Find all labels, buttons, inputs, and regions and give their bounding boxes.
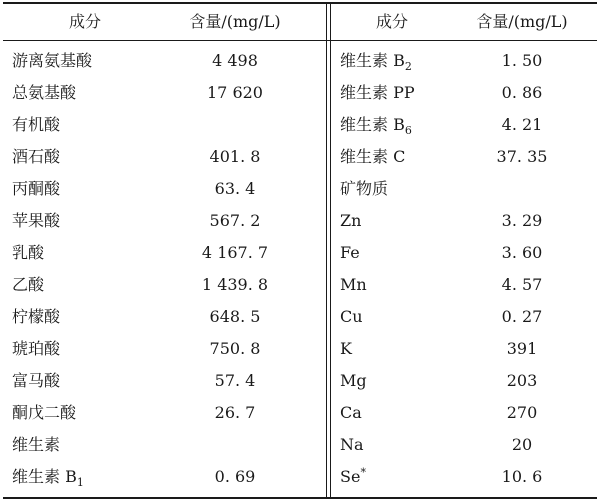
component-name-right: Zn xyxy=(340,211,362,230)
component-name-left: 总氨基酸 xyxy=(12,83,77,102)
component-name-right: Mg xyxy=(340,371,367,390)
component-name-left: 琥珀酸 xyxy=(12,339,61,358)
content-value-right: 203 xyxy=(506,371,538,390)
content-value-left: 401. 8 xyxy=(209,147,261,166)
component-name-right: 维生素 $B_2$ xyxy=(340,51,412,73)
component-name-right: K xyxy=(340,339,352,358)
content-value-left: 4 167. 7 xyxy=(201,243,269,262)
component-name-right: Mn xyxy=(340,275,367,294)
component-name-right: Cu xyxy=(340,307,363,326)
content-value-right: 4. 57 xyxy=(501,275,543,294)
header-component-left: 成分 xyxy=(68,12,101,31)
content-value-left: 567. 2 xyxy=(209,211,261,230)
content-value-right: 3. 29 xyxy=(501,211,543,230)
component-name-left: 乙酸 xyxy=(12,275,45,294)
content-value-left: 648. 5 xyxy=(209,307,261,326)
content-value-left: 750. 8 xyxy=(209,339,261,358)
content-value-left: 26. 7 xyxy=(214,403,256,422)
table-top-rule xyxy=(3,2,597,4)
component-name-left: 游离氨基酸 xyxy=(12,51,93,70)
component-name-left: 有机酸 xyxy=(12,115,61,134)
component-name-right: 维生素 PP xyxy=(340,83,415,102)
component-name-right: Ca xyxy=(340,403,362,422)
content-value-left: 4 498 xyxy=(212,51,258,70)
content-value-right xyxy=(456,173,588,205)
table-bottom-rule xyxy=(3,497,597,499)
content-value-right: 10. 6 xyxy=(501,467,543,486)
content-value-right: 1. 50 xyxy=(501,51,543,70)
content-value-right: 3. 60 xyxy=(501,243,543,262)
header-content-left: 含量/(mg/L) xyxy=(189,12,281,31)
component-name-right: Na xyxy=(340,435,364,454)
component-name-left: 维生素 $B_1$ xyxy=(12,467,84,489)
column-divider xyxy=(330,3,331,498)
component-name-left: 酒石酸 xyxy=(12,147,61,166)
component-name-left: 富马酸 xyxy=(12,371,61,390)
component-name-right: Fe xyxy=(340,243,360,262)
content-value-left: 63. 4 xyxy=(214,179,256,198)
component-name-left: 乳酸 xyxy=(12,243,45,262)
component-name-right: 矿物质 xyxy=(340,179,389,198)
content-value-left: 17 620 xyxy=(207,83,263,102)
content-value-left xyxy=(170,429,300,461)
table-header-rule xyxy=(3,40,597,41)
component-name-left: 丙酮酸 xyxy=(12,179,61,198)
component-name-left: 柠檬酸 xyxy=(12,307,61,326)
component-name-left: 维生素 xyxy=(12,435,61,454)
component-name-left: 苹果酸 xyxy=(12,211,61,230)
content-value-right: 37. 35 xyxy=(496,147,548,166)
column-divider xyxy=(326,3,327,498)
content-value-left: 1 439. 8 xyxy=(201,275,269,294)
content-value-left: 0. 69 xyxy=(214,467,256,486)
content-value-right: 20 xyxy=(511,435,533,454)
content-value-right: 0. 27 xyxy=(501,307,543,326)
component-name-right: Se* xyxy=(340,466,366,486)
content-value-right: 270 xyxy=(506,403,538,422)
component-name-left: 酮戊二酸 xyxy=(12,403,77,422)
content-value-right: 391 xyxy=(506,339,538,358)
header-content-right: 含量/(mg/L) xyxy=(476,12,568,31)
component-name-right: 维生素 C xyxy=(340,147,406,166)
content-value-right: 4. 21 xyxy=(501,115,543,134)
header-component-right: 成分 xyxy=(375,12,408,31)
content-value-left xyxy=(170,109,300,141)
content-value-left: 57. 4 xyxy=(214,371,256,390)
component-name-right: 维生素 $B_6$ xyxy=(340,115,412,137)
content-value-right: 0. 86 xyxy=(501,83,543,102)
